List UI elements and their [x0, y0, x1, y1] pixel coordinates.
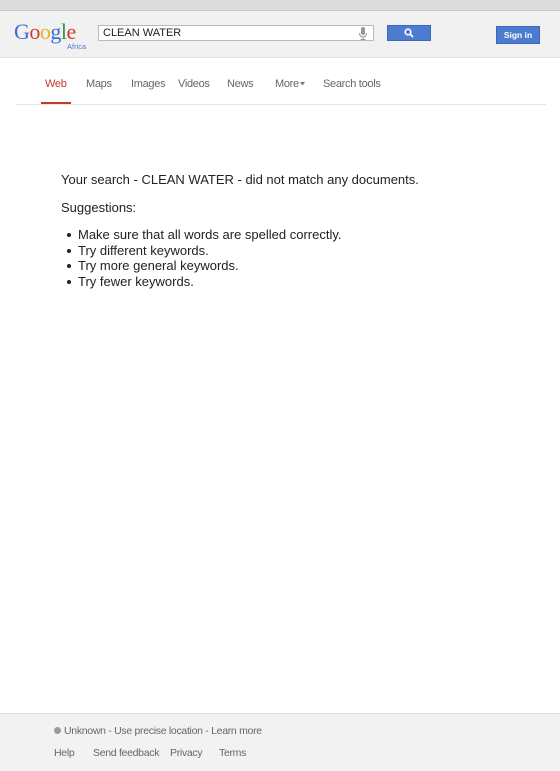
no-results-message: Your search - CLEAN WATER - did not match any documents. [61, 172, 419, 187]
suggestion-item: Try more general keywords. [61, 258, 521, 274]
footer-link-terms[interactable]: Terms [219, 747, 247, 759]
header-bar [0, 11, 560, 58]
tab-images[interactable]: Images [131, 78, 166, 90]
suggestions-list [61, 227, 521, 289]
search-icon [404, 28, 414, 38]
tab-more-label: More [275, 78, 299, 90]
location-dot-icon [54, 727, 61, 734]
separator: - [105, 725, 115, 737]
use-precise-location-link[interactable]: Use precise location [114, 725, 203, 737]
logo-letter: o [39, 19, 51, 44]
suggestion-item: Try fewer keywords. [61, 274, 521, 290]
footer-link-send-feedback[interactable]: Send feedback [93, 747, 160, 759]
suggestions-title: Suggestions: [61, 200, 137, 215]
browser-top-strip [0, 0, 560, 11]
footer-link-help[interactable]: Help [54, 747, 75, 759]
tab-news[interactable]: News [227, 78, 254, 90]
location-name: Unknown [64, 725, 106, 737]
tab-more[interactable] [275, 78, 305, 90]
logo-letter: l [60, 19, 67, 44]
no-results-section [61, 172, 521, 289]
location-line [54, 725, 262, 737]
search-box[interactable] [98, 25, 374, 41]
microphone-icon[interactable] [358, 27, 368, 40]
logo-wordmark [14, 21, 94, 43]
search-button[interactable] [387, 25, 431, 41]
suggestion-item: Make sure that all words are spelled correctly. [61, 227, 521, 243]
search-tabs [0, 58, 560, 104]
logo-letter: e [66, 19, 76, 44]
suggestion-item: Try different keywords. [61, 243, 521, 259]
logo-region: Africa [67, 42, 87, 51]
learn-more-link[interactable]: Learn more [211, 725, 262, 737]
footer-link-privacy[interactable]: Privacy [170, 747, 203, 759]
footer [0, 713, 560, 771]
tabs-divider [16, 104, 546, 105]
logo-letter: G [14, 19, 30, 44]
separator: - [202, 725, 212, 737]
tab-search-tools[interactable]: Search tools [323, 78, 381, 90]
sign-in-button[interactable]: Sign in [496, 26, 540, 44]
caret-down-icon [300, 82, 305, 86]
logo-letter: g [50, 19, 61, 44]
search-input[interactable] [103, 26, 353, 40]
google-logo[interactable] [14, 21, 94, 61]
tab-videos[interactable]: Videos [178, 78, 210, 90]
tab-web[interactable]: Web [45, 78, 67, 90]
logo-letter: o [29, 19, 40, 44]
tab-maps[interactable]: Maps [86, 78, 112, 90]
